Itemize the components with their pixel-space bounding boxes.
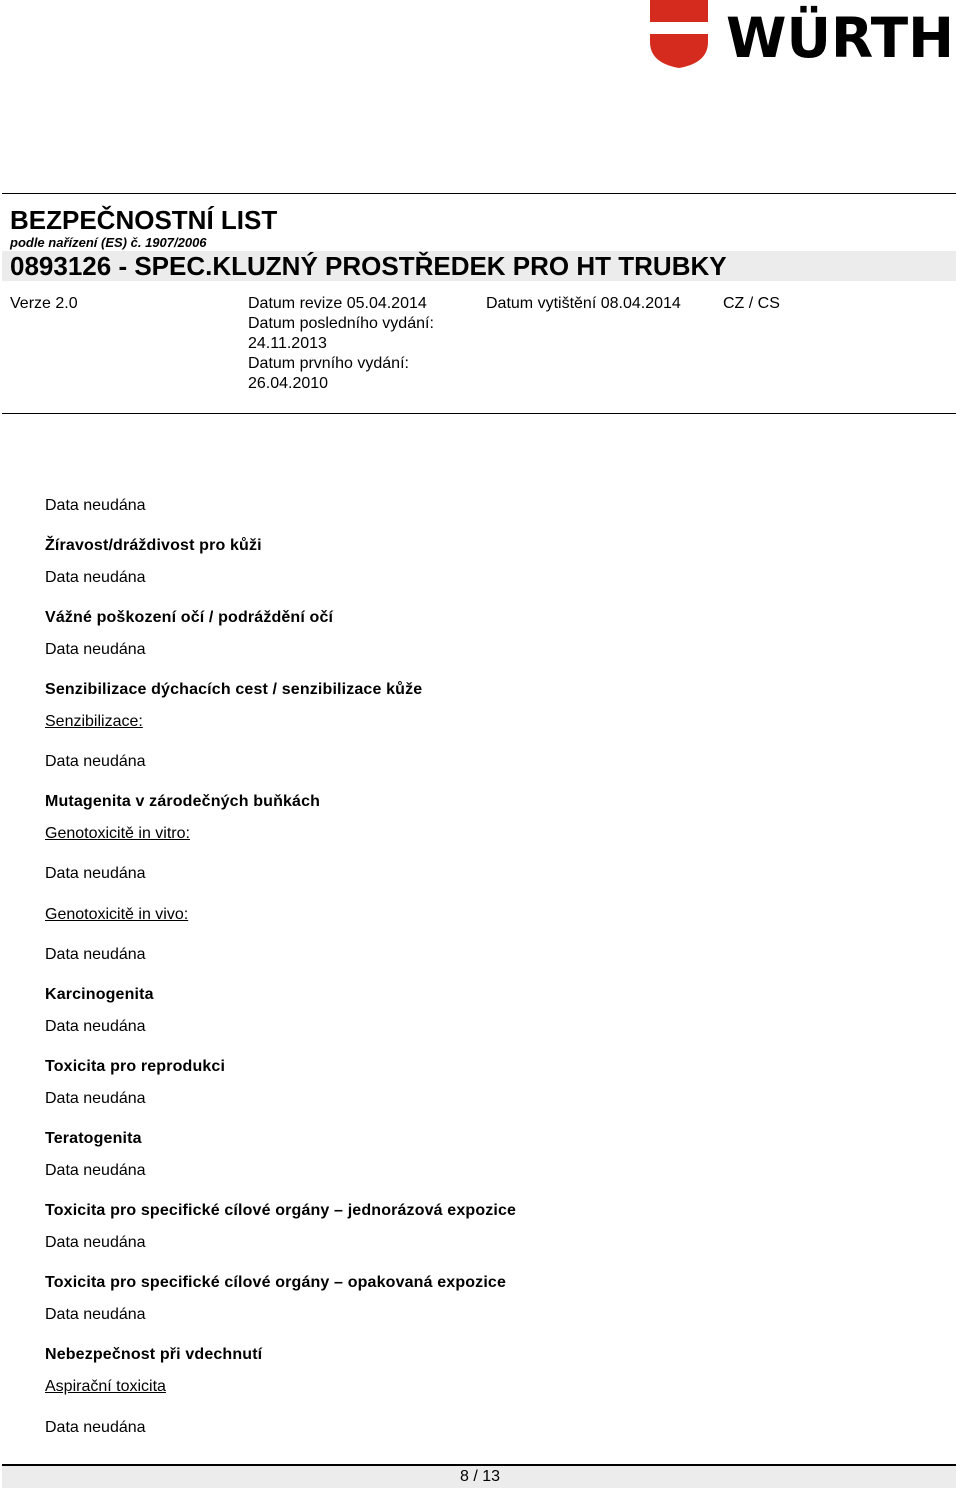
version-label: Verze 2.0 (10, 295, 78, 312)
data-value: Data neudána (45, 946, 146, 963)
sub-heading: Aspirační toxicita (45, 1378, 166, 1395)
section-heading: Mutagenita v zárodečných buňkách (45, 793, 321, 810)
data-value: Data neudána (45, 569, 146, 586)
revision-date: Datum revize 05.04.2014 (248, 295, 427, 312)
data-value: Data neudána (45, 865, 146, 882)
section-heading: Nebezpečnost při vdechnutí (45, 1346, 263, 1363)
section-heading: Vážné poškození očí / podráždění očí (45, 609, 334, 626)
logo-emblem-bar (650, 22, 708, 34)
header-top-rule (2, 193, 956, 194)
product-title: 0893126 - SPEC.KLUZNÝ PROSTŘEDEK PRO HT TRUBKY (10, 251, 727, 281)
data-value: Data neudána (45, 1090, 146, 1107)
print-date: Datum vytištění 08.04.2014 (486, 295, 681, 312)
regulation-reference: podle nařízení (ES) č. 1907/2006 (10, 235, 207, 250)
data-value: Data neudána (45, 1419, 146, 1436)
data-value: Data neudána (45, 1234, 146, 1251)
section-heading: Žíravost/dráždivost pro kůži (45, 537, 262, 554)
wurth-logo (648, 0, 958, 70)
locale-label: CZ / CS (723, 295, 780, 312)
section-heading: Teratogenita (45, 1130, 142, 1147)
sub-heading: Genotoxicitě in vitro: (45, 825, 190, 842)
section-heading: Senzibilizace dýchacích cest / senzibilizace kůže (45, 681, 423, 698)
section-heading: Toxicita pro reprodukci (45, 1058, 226, 1075)
sub-heading: Genotoxicitě in vivo: (45, 906, 189, 923)
last-issue-label: Datum posledního vydání: (248, 315, 434, 332)
sub-heading: Senzibilizace: (45, 713, 143, 730)
page-number: 8 / 13 (459, 1468, 501, 1485)
document-title: BEZPEČNOSTNÍ LIST (10, 205, 278, 235)
data-value: Data neudána (45, 1306, 146, 1323)
logo-wordmark: WÜRTH (726, 6, 954, 70)
header-bottom-rule (2, 413, 956, 414)
data-value: Data neudána (45, 1162, 146, 1179)
first-issue-date: 26.04.2010 (248, 375, 329, 392)
data-value: Data neudána (45, 753, 146, 770)
section-heading: Toxicita pro specifické cílové orgány – opakovaná expozice (45, 1274, 507, 1291)
data-value: Data neudána (45, 1018, 146, 1035)
last-issue-date: 24.11.2013 (248, 335, 327, 352)
data-value: Data neudána (45, 497, 146, 514)
first-issue-label: Datum prvního vydání: (248, 355, 409, 372)
section-heading: Toxicita pro specifické cílové orgány – jednorázová expozice (45, 1202, 517, 1219)
section-heading: Karcinogenita (45, 986, 154, 1003)
data-value: Data neudána (45, 641, 146, 658)
